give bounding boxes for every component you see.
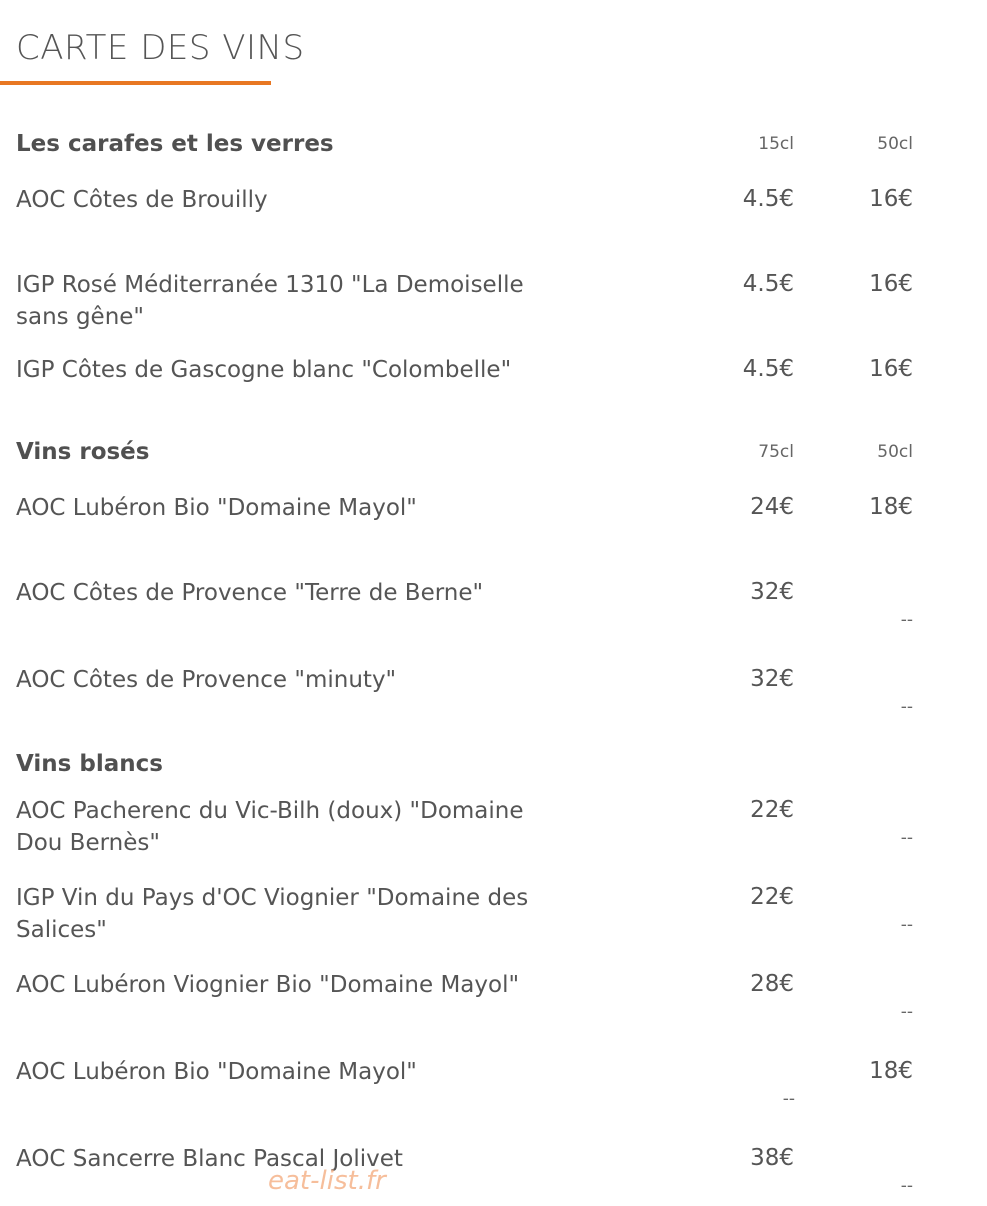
title-underline [0,81,271,85]
watermark: eat-list.fr [268,1166,386,1196]
price-bottle: 32€ [750,579,794,605]
wine-name: IGP Rosé Méditerranée 1310 "La Demoiselle sans gêne" [16,272,524,330]
price-unavailable: -- [900,915,913,935]
price-unavailable: -- [900,1176,913,1196]
price-carafe: 16€ [869,271,913,297]
column-header-50cl: 50cl [877,134,913,154]
wine-name: AOC Sancerre Blanc Pascal Jolivet [16,1146,403,1172]
column-header-15cl: 15cl [758,134,794,154]
price-glass: 4.5€ [742,356,794,382]
price-bottle: 22€ [750,884,794,910]
wine-name: AOC Lubéron Bio "Domaine Mayol" [16,495,417,521]
column-header-75cl: 75cl [758,442,794,462]
wine-name: AOC Lubéron Viognier Bio "Domaine Mayol" [16,972,520,998]
wine-name: AOC Pacherenc du Vic-Bilh (doux) "Domaine Dou Bernès" [16,798,524,856]
page-title: CARTE DES VINS [16,28,305,68]
price-glass: 4.5€ [742,271,794,297]
price-unavailable: -- [900,1002,913,1022]
price-unavailable: -- [900,697,913,717]
price-bottle: 28€ [750,971,794,997]
price-bottle: 24€ [750,494,794,520]
wine-name: AOC Côtes de Provence "minuty" [16,667,397,693]
price-unavailable: -- [900,610,913,630]
price-unavailable: -- [782,1089,795,1109]
wine-name: AOC Côtes de Brouilly [16,187,268,213]
price-glass: 4.5€ [742,186,794,212]
price-bottle: 38€ [750,1145,794,1171]
wine-name: IGP Vin du Pays d'OC Viognier "Domaine des Salices" [16,885,529,943]
price-unavailable: -- [900,828,913,848]
price-carafe: 16€ [869,186,913,212]
price-half: 18€ [869,494,913,520]
wine-name: IGP Côtes de Gascogne blanc "Colombelle" [16,357,512,383]
price-half: 18€ [869,1058,913,1084]
section-heading-roses: Vins rosés [16,439,150,465]
price-bottle: 22€ [750,797,794,823]
section-heading-blancs: Vins blancs [16,751,163,777]
column-header-50cl: 50cl [877,442,913,462]
wine-name: AOC Lubéron Bio "Domaine Mayol" [16,1059,417,1085]
price-bottle: 32€ [750,666,794,692]
price-carafe: 16€ [869,356,913,382]
section-heading-carafes: Les carafes et les verres [16,131,334,157]
wine-name: AOC Côtes de Provence "Terre de Berne" [16,580,484,606]
